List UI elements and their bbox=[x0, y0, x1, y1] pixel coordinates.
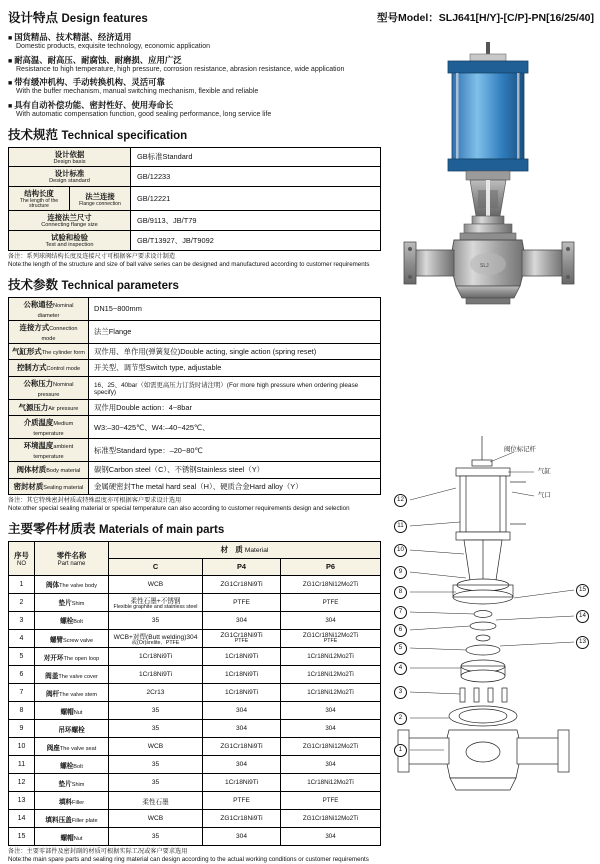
feature-en: Resistance to high temperature, high pressure, corrosion resistance, abrasion resistance, wide application bbox=[16, 65, 345, 73]
cell-material-p4: 304 bbox=[203, 702, 281, 720]
param-value: 双作用、单作用(弹簧复位)Double acting, single action (spring reset) bbox=[89, 343, 381, 360]
cell-no: 2 bbox=[9, 593, 35, 611]
callout-12: 12 bbox=[394, 494, 407, 507]
callout-7: 7 bbox=[394, 606, 407, 619]
section-heading-parts bbox=[8, 519, 380, 537]
spec-label bbox=[9, 211, 131, 231]
param-value: 开关型、调节型Switch type, adjustable bbox=[89, 360, 381, 377]
col-name-en: Part name bbox=[57, 560, 86, 567]
cell-material-c: 35 bbox=[109, 828, 203, 846]
spec-label-cn: 结构长度 bbox=[24, 189, 54, 199]
cell-material-c: 35 bbox=[109, 774, 203, 792]
col-p6: P6 bbox=[281, 558, 381, 575]
cell-material-c: 1Cr18Ni9Ti bbox=[109, 648, 203, 666]
cell-material-c: 35 bbox=[109, 611, 203, 629]
spec-label-en: The length of the structure bbox=[19, 198, 59, 210]
table-row bbox=[9, 399, 381, 416]
col-material bbox=[109, 541, 381, 558]
label-air-port: 气口 bbox=[538, 492, 551, 499]
cell-material-p4: 1Cr18Ni9Ti bbox=[203, 684, 281, 702]
cell-part-name: 对开环The open loop bbox=[35, 648, 109, 666]
cell-no: 14 bbox=[9, 810, 35, 828]
cell-no: 8 bbox=[9, 702, 35, 720]
spec-label-en: Design standard bbox=[49, 178, 90, 185]
spec-note bbox=[8, 253, 380, 269]
section-heading-features bbox=[8, 8, 380, 26]
table-row bbox=[9, 702, 381, 720]
param-label-cn: 公称压力 bbox=[23, 378, 54, 388]
table-row bbox=[9, 167, 381, 187]
parts-heading-en: Materials of main parts bbox=[99, 523, 225, 536]
cell-material-c: 柔性石墨 bbox=[109, 792, 203, 810]
cell-part-name: 垫片Shim bbox=[35, 774, 109, 792]
cell-no: 15 bbox=[9, 828, 35, 846]
cell-material-p4: 1Cr18Ni9Ti bbox=[203, 666, 281, 684]
table-row bbox=[9, 462, 381, 479]
cell-material-p6: ZG1Cr18Ni12Mo2Ti bbox=[281, 575, 381, 593]
label-cylinder: 气缸 bbox=[538, 468, 551, 475]
param-note bbox=[8, 497, 380, 513]
parts-note-cn: 备注：主要零部件及密封副的材质可根据实际工况或客户要求选用 bbox=[8, 848, 188, 856]
param-label bbox=[9, 462, 89, 479]
param-value: 标准型Standard type：–20~80℃ bbox=[89, 439, 381, 462]
parts-table bbox=[8, 541, 381, 847]
param-value: DN15~800mm bbox=[89, 297, 381, 320]
cell-material-c: WCB bbox=[109, 575, 203, 593]
cell-material-p6: ZG1Cr18Ni12Mo2Ti bbox=[281, 738, 381, 756]
table-row bbox=[9, 478, 381, 495]
param-note-en: Note:other special sealing material or special temperature can also according to customer requirements design and selection bbox=[8, 504, 350, 512]
cell-part-name: 螺栓Bolt bbox=[35, 756, 109, 774]
cell-material-p4: ZG1Cr18Ni9Ti bbox=[203, 738, 281, 756]
table-row bbox=[9, 360, 381, 377]
cell-material-p6: 304 bbox=[281, 611, 381, 629]
table-row bbox=[9, 756, 381, 774]
table-row bbox=[9, 648, 381, 666]
param-value: 金属硬密封The metal hard seal（H）、硬质合金Hard alloy（Y） bbox=[89, 478, 381, 495]
cell-no: 9 bbox=[9, 720, 35, 738]
cell-part-name: 阀体The valve body bbox=[35, 575, 109, 593]
params-heading-cn: 技术参数 bbox=[8, 277, 59, 292]
feature-en: With the buffer mechanism, manual switching mechanism, flexible and reliable bbox=[16, 88, 259, 95]
cell-material-p6: 1Cr18Ni12Mo2Ti bbox=[281, 648, 381, 666]
cell-material-p6: ZG1Cr18Ni12Mo2Ti PTFE bbox=[281, 629, 381, 647]
param-label-en: Nominal diameter bbox=[37, 302, 74, 319]
param-label-cn: 环境温度 bbox=[23, 441, 54, 451]
cell-material-p4: 304 bbox=[203, 828, 281, 846]
table-row bbox=[9, 147, 381, 167]
spec-label bbox=[9, 167, 131, 187]
param-label-en: Nominal pressure bbox=[37, 381, 74, 398]
param-label-en: Sealing material bbox=[43, 484, 84, 491]
col-p4: P4 bbox=[203, 558, 281, 575]
table-row bbox=[9, 666, 381, 684]
cell-material-p6: 304 bbox=[281, 756, 381, 774]
spec-label-cn: 设计标准 bbox=[54, 169, 85, 179]
cell-material-p4: 304 bbox=[203, 611, 281, 629]
callout-1: 1 bbox=[394, 744, 407, 757]
spec-label2-en: Flange connection bbox=[79, 200, 121, 207]
param-label-en: The cylinder form bbox=[41, 349, 85, 356]
exploded-diagram-svg bbox=[386, 430, 596, 840]
table-row bbox=[9, 575, 381, 593]
spec-label-cn: 设计依据 bbox=[54, 149, 85, 159]
list-item bbox=[8, 31, 380, 50]
cell-material-p4: ZG1Cr18Ni9Ti bbox=[203, 810, 281, 828]
cell-no: 7 bbox=[9, 684, 35, 702]
cell-part-name: 阀杆The valve stem bbox=[35, 684, 109, 702]
cell-material-c: 35 bbox=[109, 720, 203, 738]
param-label-en: Connection mode bbox=[41, 325, 78, 342]
cell-part-name: 螺帽Nut bbox=[35, 702, 109, 720]
col-no bbox=[9, 541, 35, 575]
spec-note-cn: 备注：系列球阀结构长度及连接尺寸可根据客户要求设计制造 bbox=[8, 253, 176, 261]
table-row bbox=[9, 439, 381, 462]
cell-material-p6: 1Cr18Ni12Mo2Ti bbox=[281, 684, 381, 702]
cell-no: 1 bbox=[9, 575, 35, 593]
feature-cn: ■ 国货精品、技术精湛、经济适用 bbox=[8, 31, 380, 43]
table-row bbox=[9, 187, 381, 211]
param-label-cn: 连接方式 bbox=[19, 322, 50, 332]
cell-part-name: 垫片Shim bbox=[35, 593, 109, 611]
cell-material-c: WCB bbox=[109, 738, 203, 756]
col-no-cn: 序号 bbox=[14, 550, 29, 560]
parts-note-en: Note:the main spare parts and sealing ring material can design according to the actual working conditions or customer requirements bbox=[8, 855, 369, 863]
spec-value: GB/12233 bbox=[131, 167, 381, 187]
valve-photo bbox=[392, 40, 592, 320]
label-position-indicator: 阀位标记杆 bbox=[504, 446, 536, 453]
table-row bbox=[9, 720, 381, 738]
cell-material-p4: 304 bbox=[203, 720, 281, 738]
cell-part-name: 螺帽Nut bbox=[35, 828, 109, 846]
cell-material-p6: PTFE bbox=[281, 792, 381, 810]
cell-material-p4: PTFE bbox=[203, 593, 281, 611]
spec-note-en: Note:the length of the structure and size of ball valve series can be designed and manufactured according to customer requirements bbox=[8, 260, 370, 268]
param-value: 法兰Flange bbox=[89, 320, 381, 343]
param-note-cn: 备注：其它特殊密封材质或特殊温度亦可根据客户要求设计选用 bbox=[8, 497, 182, 505]
spec-label-en: Test and inspection bbox=[45, 242, 94, 249]
cell-material-p4: ZG1Cr18Ni9Ti PTFE bbox=[203, 629, 281, 647]
table-row bbox=[9, 416, 381, 439]
table-row bbox=[9, 376, 381, 399]
param-label-cn: 密封材质 bbox=[13, 481, 44, 491]
parts-note bbox=[8, 848, 380, 864]
table-row bbox=[9, 593, 381, 611]
exploded-diagram bbox=[386, 430, 596, 840]
param-label-cn: 公称通径 bbox=[23, 299, 54, 309]
param-value: 碳钢Carbon steel（C）、不锈钢Stainless steel（Y） bbox=[89, 462, 381, 479]
table-row bbox=[9, 211, 381, 231]
param-label bbox=[9, 416, 89, 439]
cell-no: 11 bbox=[9, 756, 35, 774]
param-label-cn: 阀体材质 bbox=[16, 465, 47, 475]
cell-material-c: 35 bbox=[109, 756, 203, 774]
cell-material-p4: PTFE bbox=[203, 792, 281, 810]
spec-heading-en: Technical specification bbox=[61, 129, 188, 142]
param-label-en: Control mode bbox=[46, 366, 81, 373]
cell-no: 6 bbox=[9, 666, 35, 684]
table-row bbox=[9, 297, 381, 320]
spec-heading-cn: 技术规范 bbox=[8, 127, 59, 142]
param-label bbox=[9, 478, 89, 495]
feature-cn: ■ 耐高温、耐高压、耐腐蚀、耐磨损、应用广泛 bbox=[8, 54, 380, 66]
param-value: 16、25、40bar（如需更高压力订货时请注明）(For more high pressure when ordering please specify) bbox=[89, 376, 381, 399]
param-label-en: ambient temperature bbox=[33, 444, 74, 461]
spec-value: GB/12221 bbox=[131, 187, 381, 211]
table-row bbox=[9, 738, 381, 756]
cell-material-c: 2Cr13 bbox=[109, 684, 203, 702]
cell-part-name: 填料压盖Filler plate bbox=[35, 810, 109, 828]
cell-material-p4: 1Cr18Ni9Ti bbox=[203, 648, 281, 666]
params-heading-en: Technical parameters bbox=[61, 279, 179, 292]
callout-3: 3 bbox=[394, 686, 407, 699]
param-label bbox=[9, 297, 89, 320]
table-row bbox=[9, 320, 381, 343]
col-material-cn: 材 质 bbox=[220, 545, 243, 555]
cell-material-p4: 1Cr18Ni9Ti bbox=[203, 774, 281, 792]
spec-label-en: Design basis bbox=[53, 158, 86, 165]
param-label-cn: 气缸形式 bbox=[12, 346, 42, 356]
param-label bbox=[9, 320, 89, 343]
callout-14: 14 bbox=[576, 610, 589, 623]
spec-value: GB标准Standard bbox=[131, 147, 381, 167]
spec-label-split bbox=[9, 187, 131, 211]
list-item bbox=[8, 99, 380, 118]
cell-no: 4 bbox=[9, 629, 35, 647]
cell-material-p6: PTFE bbox=[281, 593, 381, 611]
features-list bbox=[8, 31, 380, 118]
cell-material-p6: 1Cr18Ni12Mo2Ti bbox=[281, 774, 381, 792]
param-label-en: Medium temperature bbox=[33, 421, 74, 438]
spec-table bbox=[8, 147, 381, 252]
cell-part-name: 螺栓Bolt bbox=[35, 611, 109, 629]
cell-part-name: 螺臂Screw valve bbox=[35, 629, 109, 647]
cell-material-p6: 304 bbox=[281, 702, 381, 720]
section-heading-params bbox=[8, 275, 380, 293]
table-row bbox=[9, 611, 381, 629]
spec-label bbox=[9, 231, 131, 251]
param-label bbox=[9, 360, 89, 377]
param-label bbox=[9, 343, 89, 360]
feature-en: With automatic compensation function, good sealing performance, long service life bbox=[16, 110, 272, 118]
feature-cn: ■ 具有自动补偿功能、密封性好、使用寿命长 bbox=[8, 99, 380, 111]
param-label-cn: 控制方式 bbox=[16, 363, 47, 373]
spec-label bbox=[9, 147, 131, 167]
cell-part-name: 阀座The valve seat bbox=[35, 738, 109, 756]
cell-material-p4: ZG1Cr18Ni9Ti bbox=[203, 575, 281, 593]
cell-part-name: 阀盖The valve cover bbox=[35, 666, 109, 684]
table-header-row bbox=[9, 541, 381, 558]
callout-11: 11 bbox=[394, 520, 407, 533]
parameters-table bbox=[8, 297, 381, 496]
col-c: C bbox=[109, 558, 203, 575]
svg-text:SLJ: SLJ bbox=[480, 263, 489, 269]
cell-material-p4: 304 bbox=[203, 756, 281, 774]
table-row bbox=[9, 828, 381, 846]
param-label bbox=[9, 399, 89, 416]
cell-no: 12 bbox=[9, 774, 35, 792]
param-label-cn: 介质温度 bbox=[23, 418, 54, 428]
table-row bbox=[9, 231, 381, 251]
col-material-en: Material bbox=[244, 547, 269, 555]
cell-material-p6: 304 bbox=[281, 720, 381, 738]
table-row bbox=[9, 774, 381, 792]
parts-heading-cn: 主要零件材质表 bbox=[8, 521, 96, 536]
col-part-name bbox=[35, 541, 109, 575]
param-label bbox=[9, 439, 89, 462]
table-row bbox=[9, 792, 381, 810]
cell-no: 13 bbox=[9, 792, 35, 810]
model-number: 型号Model：SLJ641[H/Y]-[C/P]-PN[16/25/40] bbox=[376, 12, 594, 24]
spec-label-cn: 试验和检验 bbox=[51, 233, 88, 243]
param-label-en: Body material bbox=[46, 468, 81, 475]
callout-5: 5 bbox=[394, 642, 407, 655]
feature-en: Domestic products, exquisite technology, economic application bbox=[16, 43, 211, 50]
list-item bbox=[8, 76, 380, 95]
cell-part-name: 填料Filler bbox=[35, 792, 109, 810]
col-name-cn: 零件名称 bbox=[56, 550, 87, 560]
spec-value: GB/9113、JB/T79 bbox=[131, 211, 381, 231]
spec-value: GB/T13927、JB/T9092 bbox=[131, 231, 381, 251]
cell-no: 5 bbox=[9, 648, 35, 666]
param-label-en: Air pressure bbox=[48, 405, 79, 412]
cell-material-c: 柔性石墨+不锈钢 Flexible graphite and stainless steel bbox=[109, 593, 203, 611]
features-heading-en: Design features bbox=[61, 13, 148, 25]
callout-8: 8 bbox=[394, 586, 407, 599]
callout-15: 15 bbox=[576, 584, 589, 597]
callout-6: 6 bbox=[394, 624, 407, 637]
cell-material-c: WCB bbox=[109, 810, 203, 828]
table-row bbox=[9, 810, 381, 828]
callout-10: 10 bbox=[394, 544, 407, 557]
cell-material-p6: ZG1Cr18Ni12Mo2Ti bbox=[281, 810, 381, 828]
table-row bbox=[9, 684, 381, 702]
spec-label-en: Connecting flange size bbox=[41, 222, 98, 229]
cell-material-c: 35 bbox=[109, 702, 203, 720]
table-row bbox=[9, 629, 381, 647]
param-label bbox=[9, 376, 89, 399]
cell-no: 3 bbox=[9, 611, 35, 629]
table-row bbox=[9, 343, 381, 360]
cell-material-c: 1Cr18Ni9Ti bbox=[109, 666, 203, 684]
callout-9: 9 bbox=[394, 566, 407, 579]
spec-label-cn: 连接法兰尺寸 bbox=[47, 213, 92, 223]
section-heading-spec bbox=[8, 125, 380, 143]
cell-material-p6: 304 bbox=[281, 828, 381, 846]
spec-label2-cn: 法兰连接 bbox=[85, 191, 115, 201]
callout-2: 2 bbox=[394, 712, 407, 725]
feature-cn: ■ 带有缓冲机构、手动转换机构、灵活可靠 bbox=[8, 76, 380, 88]
param-value: W3:–30~425℃、W4:–40~425℃、 bbox=[89, 416, 381, 439]
callout-13: 13 bbox=[576, 636, 589, 649]
col-no-en: NO bbox=[17, 560, 26, 567]
callout-4: 4 bbox=[394, 662, 407, 675]
valve-photo-svg bbox=[392, 40, 592, 330]
cell-part-name: 吊环螺栓 bbox=[35, 720, 109, 738]
cell-no: 10 bbox=[9, 738, 35, 756]
list-item bbox=[8, 54, 380, 73]
cell-material-c: WCB+对焊(Butt welding)304 或(Or)srelite、PTFE bbox=[109, 629, 203, 647]
param-label-cn: 气源压力 bbox=[18, 402, 49, 412]
features-heading-cn: 设计特点 bbox=[8, 11, 59, 25]
left-column bbox=[8, 8, 380, 864]
cell-material-p6: 1Cr18Ni12Mo2Ti bbox=[281, 666, 381, 684]
param-value: 双作用Double action：4~8bar bbox=[89, 399, 381, 416]
